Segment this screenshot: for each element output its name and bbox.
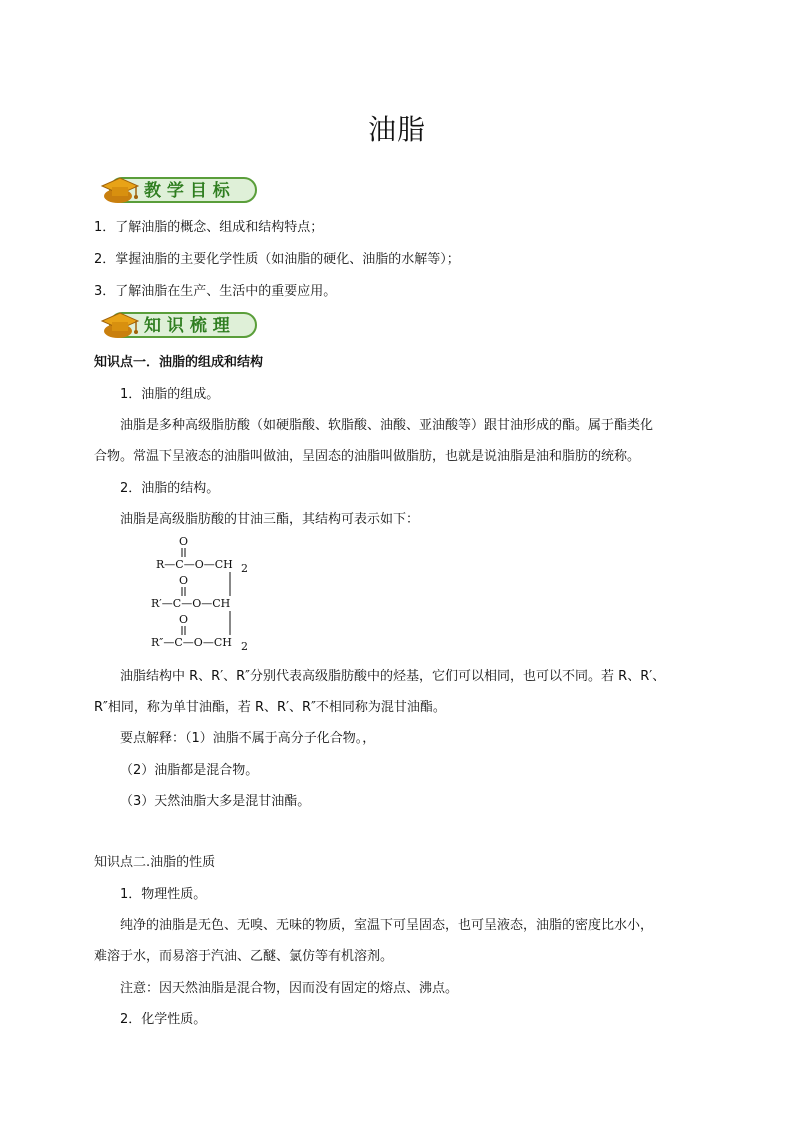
note-item-2: （2）油脂都是混合物。 [120, 763, 259, 778]
triglyceride-formula [148, 533, 278, 655]
structure-text-1: 油脂结构中 R、R′、R″分别代表高级脂肪酸中的烃基，它们可以相同，也可以不同。若 R、R′、 [120, 669, 666, 684]
formula-subscript: 2 [241, 640, 248, 653]
formula-row-1: R—C—O—CH [156, 558, 233, 571]
physical-title: 1．物理性质。 [120, 887, 207, 902]
formula-oxygen: O [179, 574, 189, 587]
objective-item-3: 3．了解油脂在生产、生活中的重要应用。 [94, 284, 337, 299]
physical-text-2: 难溶于水，而易溶于汽油、乙醚、氯仿等有机溶剂。 [94, 949, 394, 964]
composition-text-1: 油脂是多种高级脂肪酸（如硬脂酸、软脂酸、油酸、亚油酸等）跟甘油形成的酯。属于酯类化 [120, 418, 654, 433]
banner-label: 教 学 目 标 [144, 181, 230, 201]
note-item-3: （3）天然油脂大多是混甘油酯。 [120, 794, 311, 809]
formula-oxygen: O [179, 613, 189, 626]
composition-title: 1．油脂的组成。 [120, 387, 220, 402]
objective-item-2: 2．掌握油脂的主要化学性质（如油脂的硬化、油脂的水解等）； [94, 252, 460, 267]
formula-oxygen: O [179, 535, 189, 548]
banner-label: 知 识 梳 理 [144, 316, 230, 336]
structure-text-2: R″相同，称为单甘油酯，若 R、R′、R″不相同称为混甘油酯。 [94, 700, 446, 715]
structure-intro: 油脂是高级脂肪酸的甘油三酯，其结构可表示如下： [120, 512, 420, 527]
objectives-banner [96, 172, 260, 208]
objective-item-1: 1．了解油脂的概念、组成和结构特点； [94, 220, 324, 235]
page-title: 油脂 [367, 113, 426, 146]
formula-subscript: 2 [241, 562, 248, 575]
knowledge-banner [96, 307, 260, 343]
section1-heading: 知识点一．油脂的组成和结构 [94, 355, 264, 370]
composition-text-2: 合物。常温下呈液态的油脂叫做油，呈固态的油脂叫做脂肪，也就是说油脂是油和脂肪的统称。 [94, 449, 641, 464]
physical-text-1: 纯净的油脂是无色、无嗅、无味的物质，室温下可呈固态，也可呈液态，油脂的密度比水小， [120, 918, 654, 933]
structure-title: 2．油脂的结构。 [120, 481, 220, 496]
note-item-1: 要点解释：（1）油脂不属于高分子化合物。， [120, 731, 376, 746]
chemical-title: 2．化学性质。 [120, 1012, 207, 1027]
section2-heading: 知识点二.油脂的性质 [94, 855, 216, 870]
formula-row-2: R′—C—O—CH [151, 597, 231, 610]
formula-row-3: R″—C—O—CH [151, 636, 232, 649]
physical-note: 注意：因天然油脂是混合物，因而没有固定的熔点、沸点。 [120, 981, 459, 996]
